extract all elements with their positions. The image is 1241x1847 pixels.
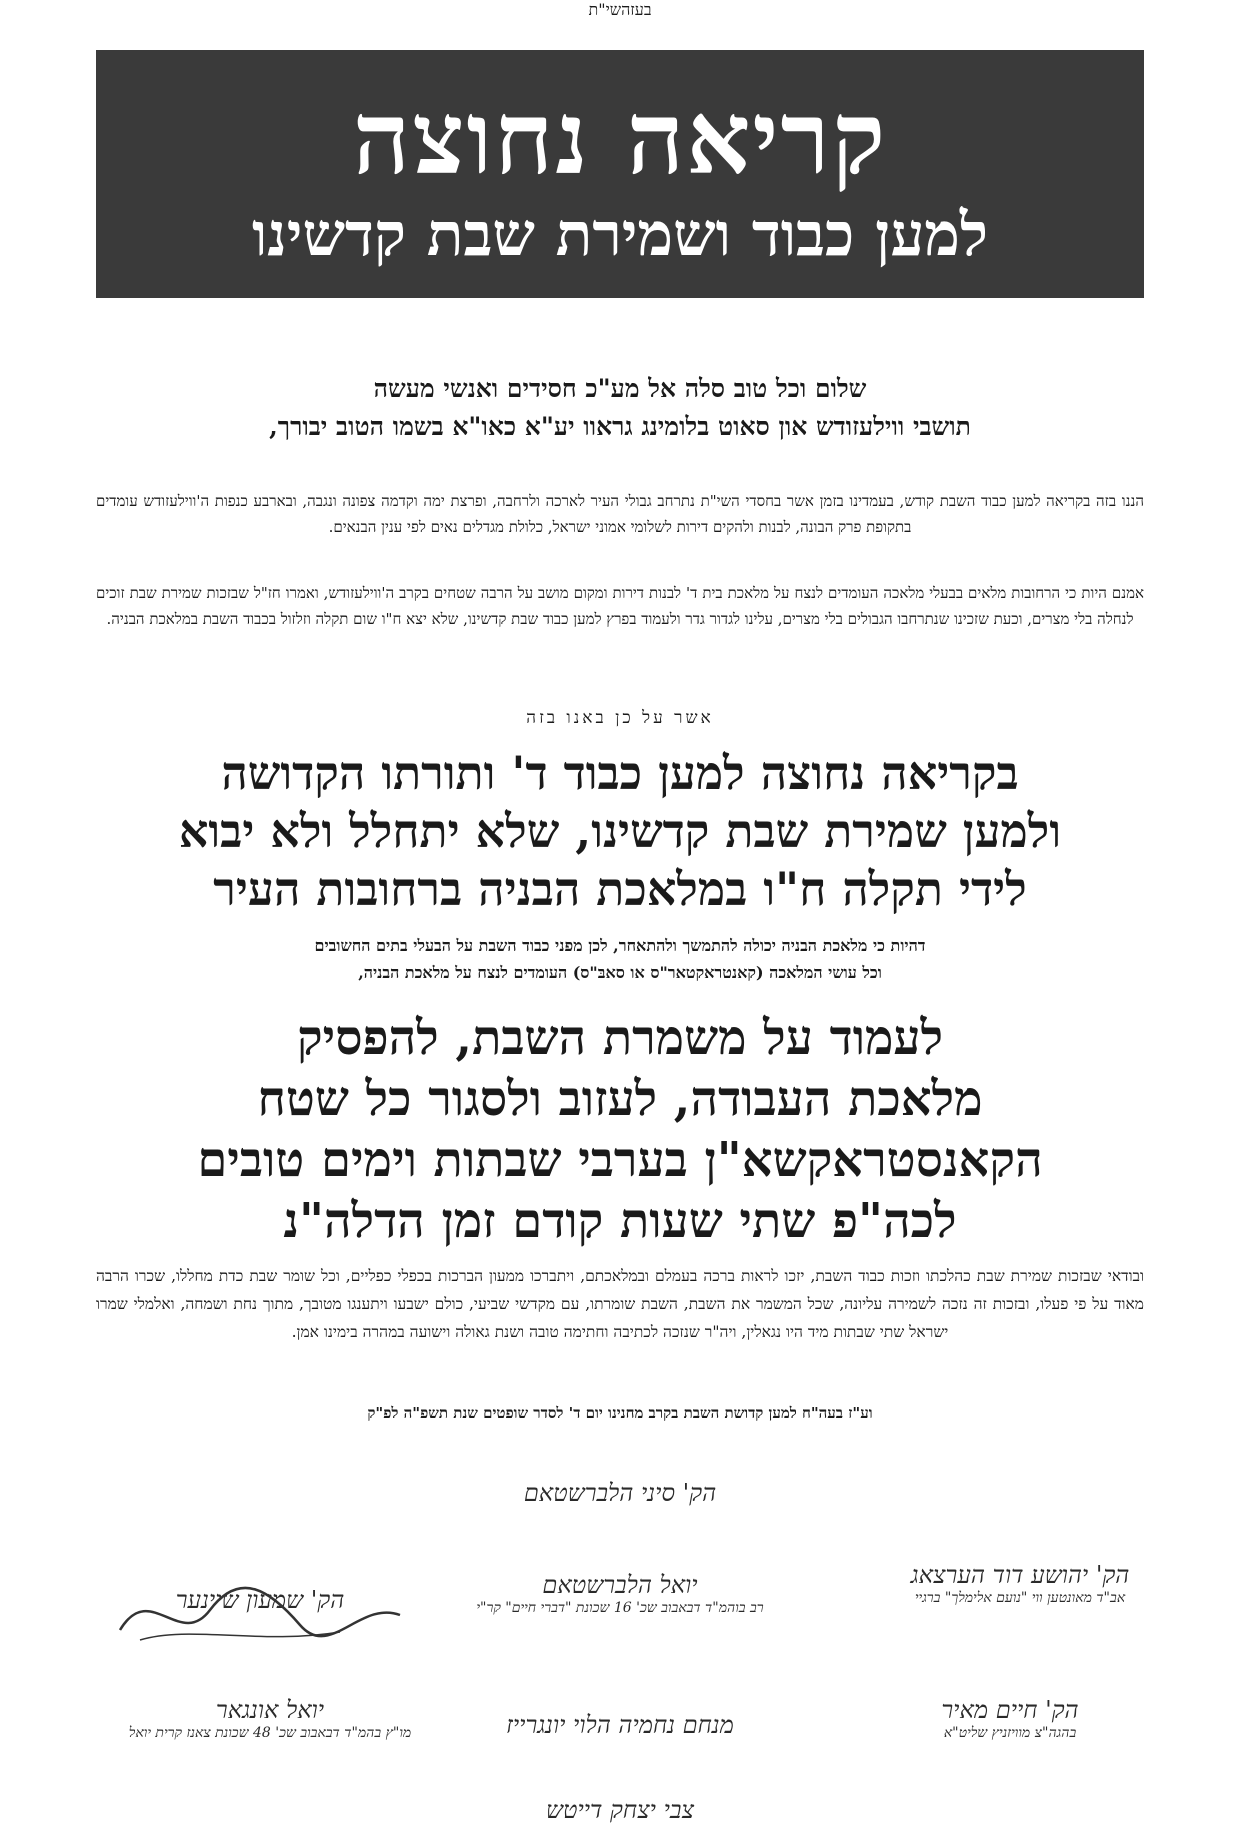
signature-name: יואל אונגאר bbox=[215, 1696, 325, 1724]
signature-bottom-center bbox=[440, 1795, 800, 1825]
signature-right-2 bbox=[860, 1695, 1160, 1743]
mid-text-line: דהיות כי מלאכת הבניה יכולה להתמשך ולהתאחר, לכן מפני כבוד השבת על הבעלי בתים החשובים bbox=[314, 936, 926, 955]
banner-title: קריאה נחוצה bbox=[352, 79, 888, 197]
signature-name: הק' שמעון שיינער bbox=[175, 1586, 345, 1614]
signature-name: הק' יהושע דוד הערצאג bbox=[910, 1561, 1130, 1589]
headline-instruction-line: מלאכת העבודה, לעזוב ולסגור כל שטח bbox=[257, 1071, 983, 1127]
signature-name: צבי יצחק דייטש bbox=[545, 1796, 695, 1824]
signature-role: בהגה"צ מוויזניץ שליט"א bbox=[943, 1725, 1077, 1741]
signature-top-center bbox=[440, 1478, 800, 1508]
headline-instruction-line: לכה"פ שתי שעות קודם זמן הדלה"נ bbox=[283, 1193, 957, 1249]
title-banner bbox=[96, 50, 1144, 298]
signature-role: אב"ד מאונטען ווי "נועם אלימלך" ברגיי bbox=[914, 1590, 1126, 1606]
signature-right-1 bbox=[860, 1560, 1180, 1608]
headline-appeal-line: בקריאה נחוצה למען כבוד ד' ותורתו הקדושה bbox=[221, 746, 1019, 800]
lead-in-line: אשר על כן באנו בזה bbox=[526, 708, 714, 728]
paragraph-2: אמנם היות כי הרחובות מלאים בבעלי מלאכה העומדים לנצח על מלאכת בית ד' לבנות דירות ומקום מושב על הרבה שטחים בקרב ה'ווילעזודש, ואמרו חז"ל שבזכות שמירת שבת זוכים לנחלה בלי מצרים, וכעת שזכינו שנתרחבו הגבולים בלי מצרים, עלינו לגדור גדר ולעמוד בפרץ למען כבוד שבת קדשינו, שלא יצא ח"ו שום תקלה וזלזול בכבוד השבת במלאכת הבניה. bbox=[96, 584, 1144, 628]
signature-name: יואל הלברשטאם bbox=[542, 1571, 698, 1599]
signature-center-2 bbox=[440, 1710, 800, 1740]
closing-line: וע"ז בעה"ח למען קדושת השבת בקרב מחנינו יום ד' לסדר שופטים שנת תשפ"ה לפ"ק bbox=[367, 1404, 873, 1422]
headline-appeal-line: ולמען שמירת שבת קדשינו, שלא יתחלל ולא יבוא bbox=[178, 804, 1062, 858]
headline-appeal bbox=[96, 744, 1144, 918]
signature-center-1 bbox=[440, 1570, 800, 1618]
signature-left-2 bbox=[120, 1695, 420, 1743]
headline-instruction-line: לעמוד על משמרת השבת, להפסיק bbox=[296, 1010, 944, 1066]
paragraph-3: ובודאי שבזכות שמירת שבת כהלכתו וזכות כבוד השבת, יזכו לראות ברכה בעמלם ובמלאכתם, ויתברכו ממעון הברכות בכפלי כפליים, וכל שומר שבת כדת מחללו, שכרו הרבה מאוד על פי פעלו, ובזכות זה נזכה לשמירה עליונה, שכל המשמר את השבת, השבת שומרתו, עם מקדשי שביעי, כולם ישבעו ויתענגו מטובך, מתוך נחת ושמחה, ואלמלי שמרו ישראל שתי שבתות מיד היו נגאלין, ויה"ר שנזכה לכתיבה וחתימה טובה ושנת גאולה וישועה במהרה בימינו אמן. bbox=[96, 1267, 1144, 1341]
signature-role: מו"ץ בהמ"ד דבאבוב שכ' 48 שכונת צאנז קרית יואל bbox=[128, 1725, 412, 1741]
header-note: בעזהשי"ת bbox=[588, 0, 652, 19]
banner-subtitle: למען כבוד ושמירת שבת קדשינו bbox=[251, 200, 989, 270]
mid-text-line: וכל עושי המלאכה (קאנטראקטאר"ס או סאבּ"ס) העומדים לנצח על מלאכת הבניה, bbox=[358, 963, 882, 982]
signature-scribble-icon bbox=[110, 1570, 410, 1660]
signature-name: מנחם נחמיה הלוי יונגרייז bbox=[506, 1711, 734, 1739]
signature-name: הק' סיני הלברשטאם bbox=[523, 1479, 717, 1507]
mid-text bbox=[96, 932, 1144, 986]
greeting-line-2: תושבי ווילעזודש און סאוט בלומינג גראוו יע"א כאו"א בשמו הטוב יבורך, bbox=[269, 412, 971, 441]
signature-name: הק' חיים מאיר bbox=[941, 1696, 1079, 1724]
greeting bbox=[96, 370, 1144, 446]
signature-role: רב בוהמ"ד דבאבוב שכ' 16 שכונת "דברי חיים" קר"י bbox=[476, 1600, 764, 1616]
headline-instruction bbox=[96, 1008, 1144, 1252]
headline-appeal-line: לידי תקלה ח"ו במלאכת הבניה ברחובות העיר bbox=[213, 862, 1027, 916]
paragraph-1: הננו בזה בקריאה למען כבוד השבת קודש, בעמדינו בזמן אשר בחסדי השי"ת נתרחב גבולי העיר לארכה ולרחבה, ופרצת ימה וקדמה צפונה ונגבה, ובארבע כנפות ה'ווילעזודש עומדים בתקופת פרק הבונה, לבנות ולהקים דירות לשלומי אמוני ישראל, כלולת מגדלים נאים לפי ענין הבנאים. bbox=[96, 492, 1144, 536]
headline-instruction-line: הקאנסטראקשא"ן בערבי שבתות וימים טובים bbox=[197, 1132, 1043, 1188]
greeting-line-1: שלום וכל טוב סלה אל מע"כ חסידים ואנשי מעשה bbox=[373, 374, 867, 403]
